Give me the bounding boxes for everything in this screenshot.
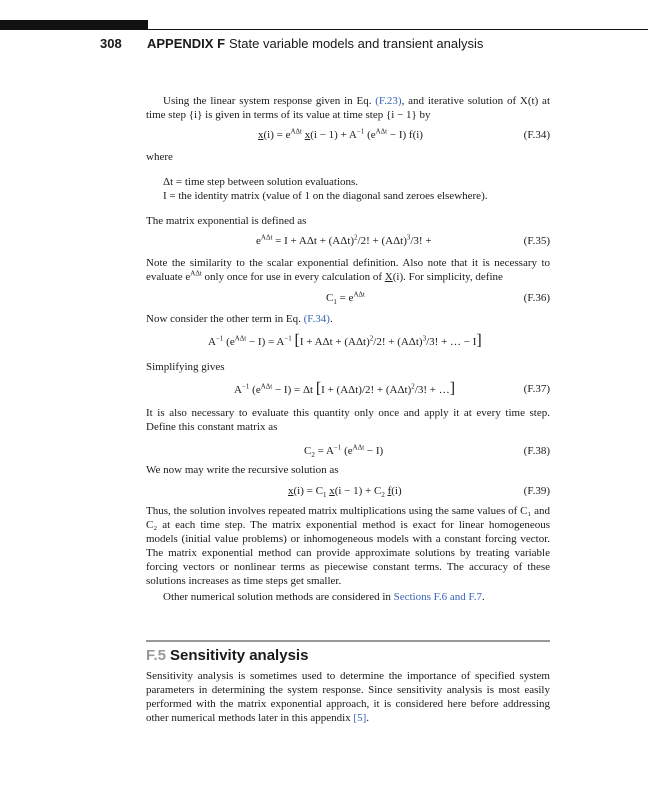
header-rule xyxy=(0,29,648,30)
paragraph-recursive: We now may write the recursive solution as xyxy=(146,464,339,476)
equation-unnumbered: $A^{-1}$ $(e^{A\Delta t} - I) = A^{-1}$ [$I + A\Delta t + (A\Delta t)^2/2$! + $(A\Delta t)^3/3$! + … − I] xyxy=(208,332,482,349)
appendix-label: APPENDIX F xyxy=(147,36,226,51)
definitions xyxy=(163,175,553,203)
equation-f34: $x(i) = e^{A\Delta t}$ $x(i - 1) + A^{-1}$ $(e^{A\Delta t} - I)$ f(i) (F.34) xyxy=(258,127,550,141)
paragraph-other-term: Now consider the other term in Eq. (F.34). xyxy=(146,313,333,325)
equation-f39: $x(i) = C_1$ $x(i - 1) + C_2$ f(i) (F.39) xyxy=(288,485,550,500)
section-heading xyxy=(146,647,308,664)
equation-f37: $A^{-1}$ $(e^{A\Delta t} - I) = \Delta t$ [I + (AΔt)/2! + $(A\Delta t)^2/3$! + …] (F.37) xyxy=(234,380,550,397)
paragraph-where: where xyxy=(146,151,173,163)
page-number: 308 xyxy=(100,36,122,51)
def-dt: Δt = time step between solution evaluations. xyxy=(163,176,359,188)
link-f23[interactable]: (F.23) xyxy=(375,95,402,107)
section-title: Sensitivity analysis xyxy=(170,647,309,664)
equation-number: (F.38) xyxy=(523,445,550,457)
link-f34[interactable]: (F.34) xyxy=(303,313,330,325)
link-ref-5[interactable]: [5] xyxy=(353,712,367,724)
paragraph-other-methods: Other numerical solution methods are considered in Sections F.6 and F.7. xyxy=(163,591,485,603)
paragraph-matexp: The matrix exponential is defined as xyxy=(146,215,307,227)
chapter-title: State variable models and transient analysis xyxy=(229,36,484,51)
equation-number: (F.36) xyxy=(523,292,550,304)
paragraph-intro: Using the linear system response given in Eq. (F.23), and iterative solution of X(t) at time step {i} is given in terms of its value at time step {i − 1} by xyxy=(146,95,550,121)
equation-number: (F.39) xyxy=(523,485,550,497)
paragraph-thus: Thus, the solution involves repeated matrix multiplications using the same values of C₁ and C₂ at each time step. The matrix exponential method is exact for linear homogeneous models (initial value problems) or inhomogeneous models with a constant forcing vector. The matrix exponential method can provide approximate solutions by treating variable forcing vectors or nonlinear terms as piecewise constant terms. The accuracy of these solutions increases as time steps get smaller. xyxy=(146,505,550,587)
running-head xyxy=(147,36,483,51)
paragraph-also: It is also necessary to evaluate this quantity only once and apply it at every time step. Define this constant matrix as xyxy=(146,407,550,433)
equation-number: (F.34) xyxy=(523,129,550,141)
equation-f36: $C_1 = e^{A\Delta t}$ (F.36) xyxy=(326,290,550,307)
equation-number: (F.37) xyxy=(523,383,550,395)
equation-f35: $e^{A\Delta t} = I + A\Delta t + (A\Delta t)^2/2$! + $(A\Delta t)^3/3$! + (F.35) xyxy=(256,233,550,247)
equation-f38: $C_2 = A^{-1}$ $(e^{A\Delta t} - I)$ (F.38) xyxy=(304,443,550,460)
section-rule xyxy=(146,640,550,642)
section-number: F.5 xyxy=(146,647,167,664)
def-identity: I = the identity matrix (value of 1 on the diagonal sand zeroes elsewhere). xyxy=(163,190,488,202)
link-sections-f6-f7[interactable]: Sections F.6 and F.7 xyxy=(393,591,483,603)
paragraph-sensitivity: Sensitivity analysis is sometimes used to determine the importance of specified system parameters in determining the system response. Since sensitivity analysis is most easily performed with the matrix exponential approach, it is considered here before addressing other numerical methods later in this appendix [5]. xyxy=(146,670,550,724)
paragraph-note: Note the similarity to the scalar exponential definition. Also note that it is necessary to evaluate $e^{A\Delta t}$ only once for use in every calculation of X(i). For simplicity, define xyxy=(146,257,550,283)
equation-number: (F.35) xyxy=(523,235,550,247)
paragraph-simplifying: Simplifying gives xyxy=(146,361,225,373)
